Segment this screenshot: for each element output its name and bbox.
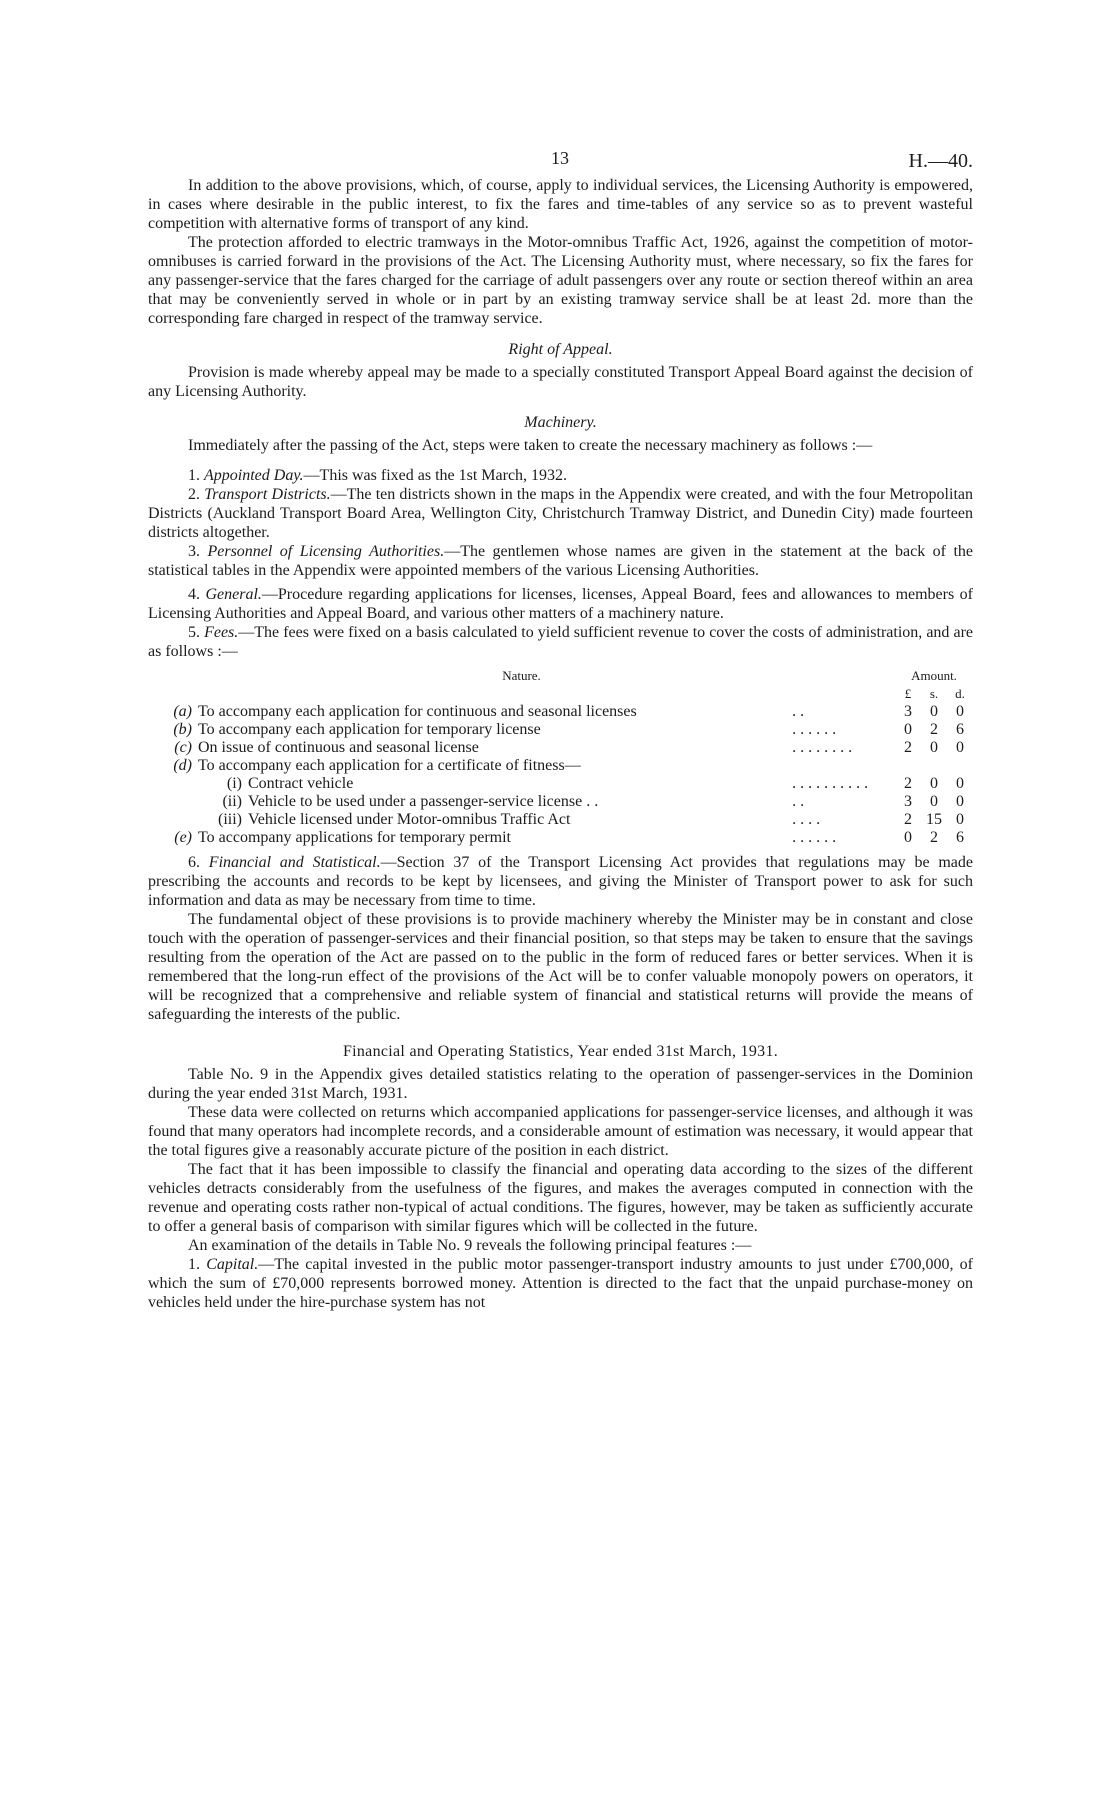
document-page — [148, 148, 973, 1312]
financial-paragraph-2: These data were collected on returns which accompanied applications for passenger-service licenses, and although it was found that many operators had incomplete records, and a considerable amount of estimation was necessary, it would appear that the total figures give a reasonably accurate picture of the position in each district. — [148, 1104, 973, 1159]
financial-paragraph-4: An examination of the details in Table No. 9 reveals the following principal features :— — [188, 1237, 752, 1254]
machinery-item: 2. Transport Districts.—The ten districts shown in the maps in the Appendix were created, and with the four Metropolitan Districts (Auckland Transport Board Area, Wellington City, Christchurch Tramway District, and Dunedin City) made fourteen districts altogether. — [148, 486, 973, 541]
fees-table — [148, 667, 973, 847]
appeal-paragraph: Provision is made whereby appeal may be made to a specially constituted Transport Appeal Board against the decision of any Licensing Authority. — [148, 364, 973, 400]
page-header — [148, 148, 973, 176]
shillings-header: s. — [929, 686, 939, 701]
document-reference: H.—40. — [908, 150, 973, 172]
machinery-intro-paragraph: Immediately after the passing of the Act, steps were taken to create the necessary machinery as follows :— — [188, 437, 873, 454]
fees-table-row: (d) To accompany each application for a certificate of fitness— — [173, 757, 581, 774]
fees-table-row: (b) To accompany each application for temporary license . . . . . . 0 2 6 — [173, 721, 964, 738]
fees-table-header — [148, 667, 973, 685]
section-heading-financial-statistics: Financial and Operating Statistics, Year ended 31st March, 1931. — [342, 1043, 779, 1060]
fees-table-row: (c) On issue of continuous and seasonal license . . . . . . . . 2 0 0 — [174, 739, 964, 756]
fees-table-row: (ii) Vehicle to be used under a passenger-service license . . . . 3 0 0 — [222, 793, 964, 810]
pounds-header: £ — [904, 686, 912, 701]
fees-table-row: (e) To accompany applications for temporary permit . . . . . . 0 2 6 — [174, 829, 964, 846]
page-number: 13 — [551, 148, 569, 168]
fees-table-row: (i) Contract vehicle . . . . . . . . . . 2 0 0 — [226, 775, 964, 792]
fees-table-row: (a) To accompany each application for continuous and seasonal licenses . . 3 0 0 — [173, 703, 964, 720]
capital-paragraph: 1. Capital.—The capital invested in the public motor passenger-transport industry amounts to just under £700,000, of which the sum of £70,000 represents borrowed money. Attention is directed to the fact that the unpaid purchase-money on vehicles held under the hire-purchase system has not — [148, 1256, 973, 1311]
machinery-item: 1. Appointed Day.—This was fixed as the 1st March, 1932. — [188, 467, 568, 484]
financial-statistical-item: 6. Financial and Statistical.—Section 37 of the Transport Licensing Act provides that regulations may be made prescribing the accounts and records to be kept by licensees, and giving the Minister of Transport power to ask for such information and data as may be necessary from time to time. — [148, 854, 974, 909]
fees-table-subheader — [148, 685, 973, 703]
amount-column-header: Amount. — [911, 668, 957, 683]
fundamental-object-paragraph: The fundamental object of these provisions is to provide machinery whereby the Minister may be in constant and close touch with the operation of passenger-services and their financial position, so that steps may be taken to ensure that the savings resulting from the operation of the Act are passed on to the public in the form of reduced fares or better services. When it is remembered that the long-run effect of the provisions of the Act will be to confer valuable monopoly powers on operators, it will be recognized that a comprehensive and reliable system of financial and statistical returns will provide the means of safeguarding the interests of the public. — [148, 911, 973, 1023]
fees-table-row: (iii) Vehicle licensed under Motor-omnibus Traffic Act . . . . 2 15 0 — [218, 811, 964, 828]
machinery-item: 3. Personnel of Licensing Authorities.—The gentlemen whose names are given in the statement at the back of the statistical tables in the Appendix were appointed members of the various Licensing Authorities. — [148, 543, 974, 579]
financial-paragraph-3: The fact that it has been impossible to classify the financial and operating data according to the sizes of the different vehicles detracts considerably from the usefulness of the figures, and makes the averages computed in connection with the revenue and operating costs rather non-typical of actual conditions. The figures, however, may be taken as sufficiently accurate to offer a general basis of comparison with similar figures which will be collected in the future. — [148, 1161, 973, 1235]
pence-header: d. — [955, 686, 965, 701]
intro-paragraph-1: In addition to the above provisions, which, of course, apply to individual services, the Licensing Authority is empowered, in cases where desirable in the public interest, to fix the fares and time-tables of any service so as to prevent wasteful competition with alternative forms of transport of any kind. — [148, 177, 973, 232]
section-heading-machinery: Machinery. — [524, 414, 597, 431]
section-heading-right-of-appeal: Right of Appeal. — [508, 341, 613, 358]
intro-paragraph-2: The protection afforded to electric tramways in the Motor-omnibus Traffic Act, 1926, against the competition of motor-omnibuses is carried forward in the provisions of the Act. The Licensing Authority must, where necessary, so fix the fares for any passenger-service that the fares charged for the carriage of adult passengers over any route or section thereof within an area that may be conveniently served in whole or in part by an existing tramway service shall be at least 2d. more than the corresponding fare charged in respect of the tramway service. — [148, 234, 973, 327]
machinery-item: 4. General.—Procedure regarding applications for licenses, licenses, Appeal Board, fees and allowances to members of Licensing Authorities and Appeal Board, and various other matters of a machinery nature. — [148, 586, 973, 622]
nature-column-header: Nature. — [502, 668, 541, 683]
machinery-item: 5. Fees.—The fees were fixed on a basis calculated to yield sufficient revenue to cover the costs of administration, and are as follows :— — [148, 624, 974, 660]
financial-paragraph-1: Table No. 9 in the Appendix gives detailed statistics relating to the operation of passenger-services in the Dominion during the year ended 31st March, 1931. — [148, 1066, 973, 1102]
